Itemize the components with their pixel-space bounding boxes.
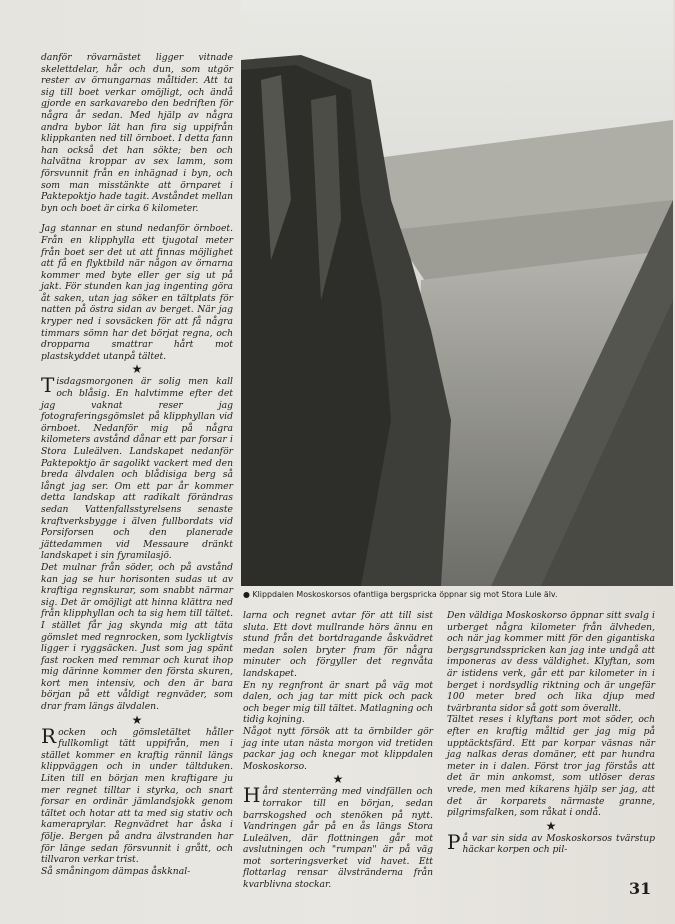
paragraph: Jag stannar en stund nedanför örnboet. Från en klipphylla ett tjugotal meter från boet ser det ut att finnas möjlighet att få en flyktbild när någon av örnarna kommer med byte eller ger sig ut på jakt. För stunden kan jag ingenting göra åt saken, utan jag söker en tältplats för natten på östra sidan av berget. När jag kryper ned i sovsäcken för att få några timmars sömn har det börjat regna, och dropparna smattrar hårt mot plastskyddet utanpå tältet. xyxy=(41,223,233,362)
paragraph-text: ocken och gömsletältet håller fullkomligt tätt uppifrån, men i stället kommer en kraftig rännil längs klippväggen och in under tältduken. Liten till en början men kraftigare ju mer regnet tilltar i styrka, och snart forsar en ordinär jämlandsjokk genom tältet och hotar att ta med sig stativ och kameraprylar. Regnvädret har åska i följe. Bergen på andra älvstranden har för länge sedan försvunnit i grått, och tillvaron verkar trist. xyxy=(41,726,233,866)
paragraph: Den väldiga Moskoskorso öppnar sitt svalg i urberget några kilometer från älvheden, och när jag kommer mitt för den gigantiska bergsgrundsspricken kan jag inte undgå att imponeras av dess väldighet. Klyftan, som är istidens verk, går ett par kilometer in i berget i nordsydlig riktning och är ungefär 100 meter bred och lika djup med tvärbranta sidor så gott som överallt. xyxy=(447,610,655,714)
caption-bullet: ● xyxy=(243,590,250,599)
paragraph-text: ård stenterräng med vindfällen och torrakor till en början, sedan barrskogshed och stenöken på nytt. Vandringen går på en ås längs Stora Luleälven, där flottningen går mot avslutningen och "rumpan" är på väg mot sorteringsverket vid havet. Ett flottarlag rensar älvstränderna från kvarblivna stockar. xyxy=(243,786,433,891)
star-separator: ★ xyxy=(332,772,344,787)
left-text-column xyxy=(41,52,233,877)
canyon-photo-graphic xyxy=(241,0,673,586)
photo-caption xyxy=(243,590,673,600)
paragraph: Så småningom dämpas åskknal- xyxy=(41,865,191,877)
paragraph: danför rövarnästet ligger vitnade skelettdelar, hår och dun, som utgör rester av örnungarnas måltider. Att ta sig till boet verkar omöjligt, och ändå gjorde en sarkavarebo den bedriften för några år sedan. Med hjälp av några andra bybor lät han fira sig uppifrån klippkanten ned till örnboet. I detta fann han också det han sökte; ben och halvätna kroppar av sex lamm, som försvunnit från en inhägnad i byn, och som man misstänkte att örnparet i Paktepoktjo hade tagit. Avståndet mellan byn och boet är cirka 6 kilometer. xyxy=(41,52,233,214)
right-text-column xyxy=(447,610,655,856)
drop-cap: R xyxy=(41,723,57,748)
drop-cap: P xyxy=(447,829,461,854)
drop-cap: H xyxy=(243,783,261,808)
middle-text-column xyxy=(243,610,433,891)
paragraph-text: isdagsmorgonen är solig men kall och blåsig. En halvtimme efter det jag vaknat reser jag fotograferingsgömslet på klipphyllan vid örnboet. Nedanför mig på några kilometers avstånd dånar ett par forsar i Stora Luleälven. Landskapet nedanför Paktepoktjo är sagolikt vackert med den breda älvdalen och blådisiga berg så långt jag ser. Om ett par år kommer detta landskap att radikalt förändras sedan Vattenfallsstyrelsens senaste kraftverksbygge i älven fullbordats vid Porsiforsen och den planerade jättedammen vid Messaure dränkt landskapet i sin fyramilasjö. xyxy=(41,376,233,562)
paragraph xyxy=(243,783,433,891)
star-separator: ★ xyxy=(545,818,557,833)
paragraph: En ny regnfront är snart på väg mot dalen, och jag tar mitt pick och pack och beger mig till tältet. Matlagning och tidig kojning. xyxy=(243,679,433,726)
paragraph xyxy=(41,723,233,866)
star-separator: ★ xyxy=(131,362,143,377)
paragraph: larna och regnet avtar för att till sist sluta. Ett dovt mullrande hörs ännu en stund från det bortdragande åskvädret medan solen bryter fram för några minuter och förgyller det regnvåta landskapet. xyxy=(243,610,433,679)
paragraph xyxy=(447,829,655,856)
page-number: 31 xyxy=(629,879,652,898)
star-separator: ★ xyxy=(131,712,143,727)
paragraph-text: å var sin sida av Moskoskorsos tvärstup häckar korpen och pil- xyxy=(462,832,655,856)
paragraph: Något nytt försök att ta örnbilder gör jag inte utan nästa morgon vid tretiden packar jag och knegar mot klippdalen Moskoskorso. xyxy=(243,725,433,772)
landscape-photo xyxy=(241,0,673,586)
paragraph xyxy=(41,373,233,562)
caption-text: Klippdalen Moskoskorsos ofantliga bergspricka öppnar sig mot Stora Lule älv. xyxy=(252,590,558,599)
paragraph: Tältet reses i klyftans port mot söder, och efter en kraftig måltid ger jag mig på upptäcktsfärd. Ett par korpar väsnas när jag nalkas deras domäner, ett par hundra meter in i dalen. Först tror jag förstås att det är min ankomst, som utlöser deras vrede, men med kikarens hjälp ser jag, att det är korparets närmaste granne, pilgrimsfalken, som råkat i ondå. xyxy=(447,714,655,819)
paragraph: Det mulnar från söder, och på avstånd kan jag se hur horisonten sudas ut av kraftiga regnskurar, som snabbt närmar sig. Det är omöjligt att hinna klättra ned från klipphyllan och ta sig hem till tältet. I stället får jag skynda mig att täta gömslet med regnrocken, som lyckligtvis ligger i ryggsäcken. Just som jag spänt fast rocken med remmar och kurat ihop mig därinne kommer den första skuren, kort men intensiv, och den är bara början på ett våldigt regnväder, som drar fram längs älvdalen. xyxy=(41,561,233,713)
drop-cap: T xyxy=(41,373,55,398)
